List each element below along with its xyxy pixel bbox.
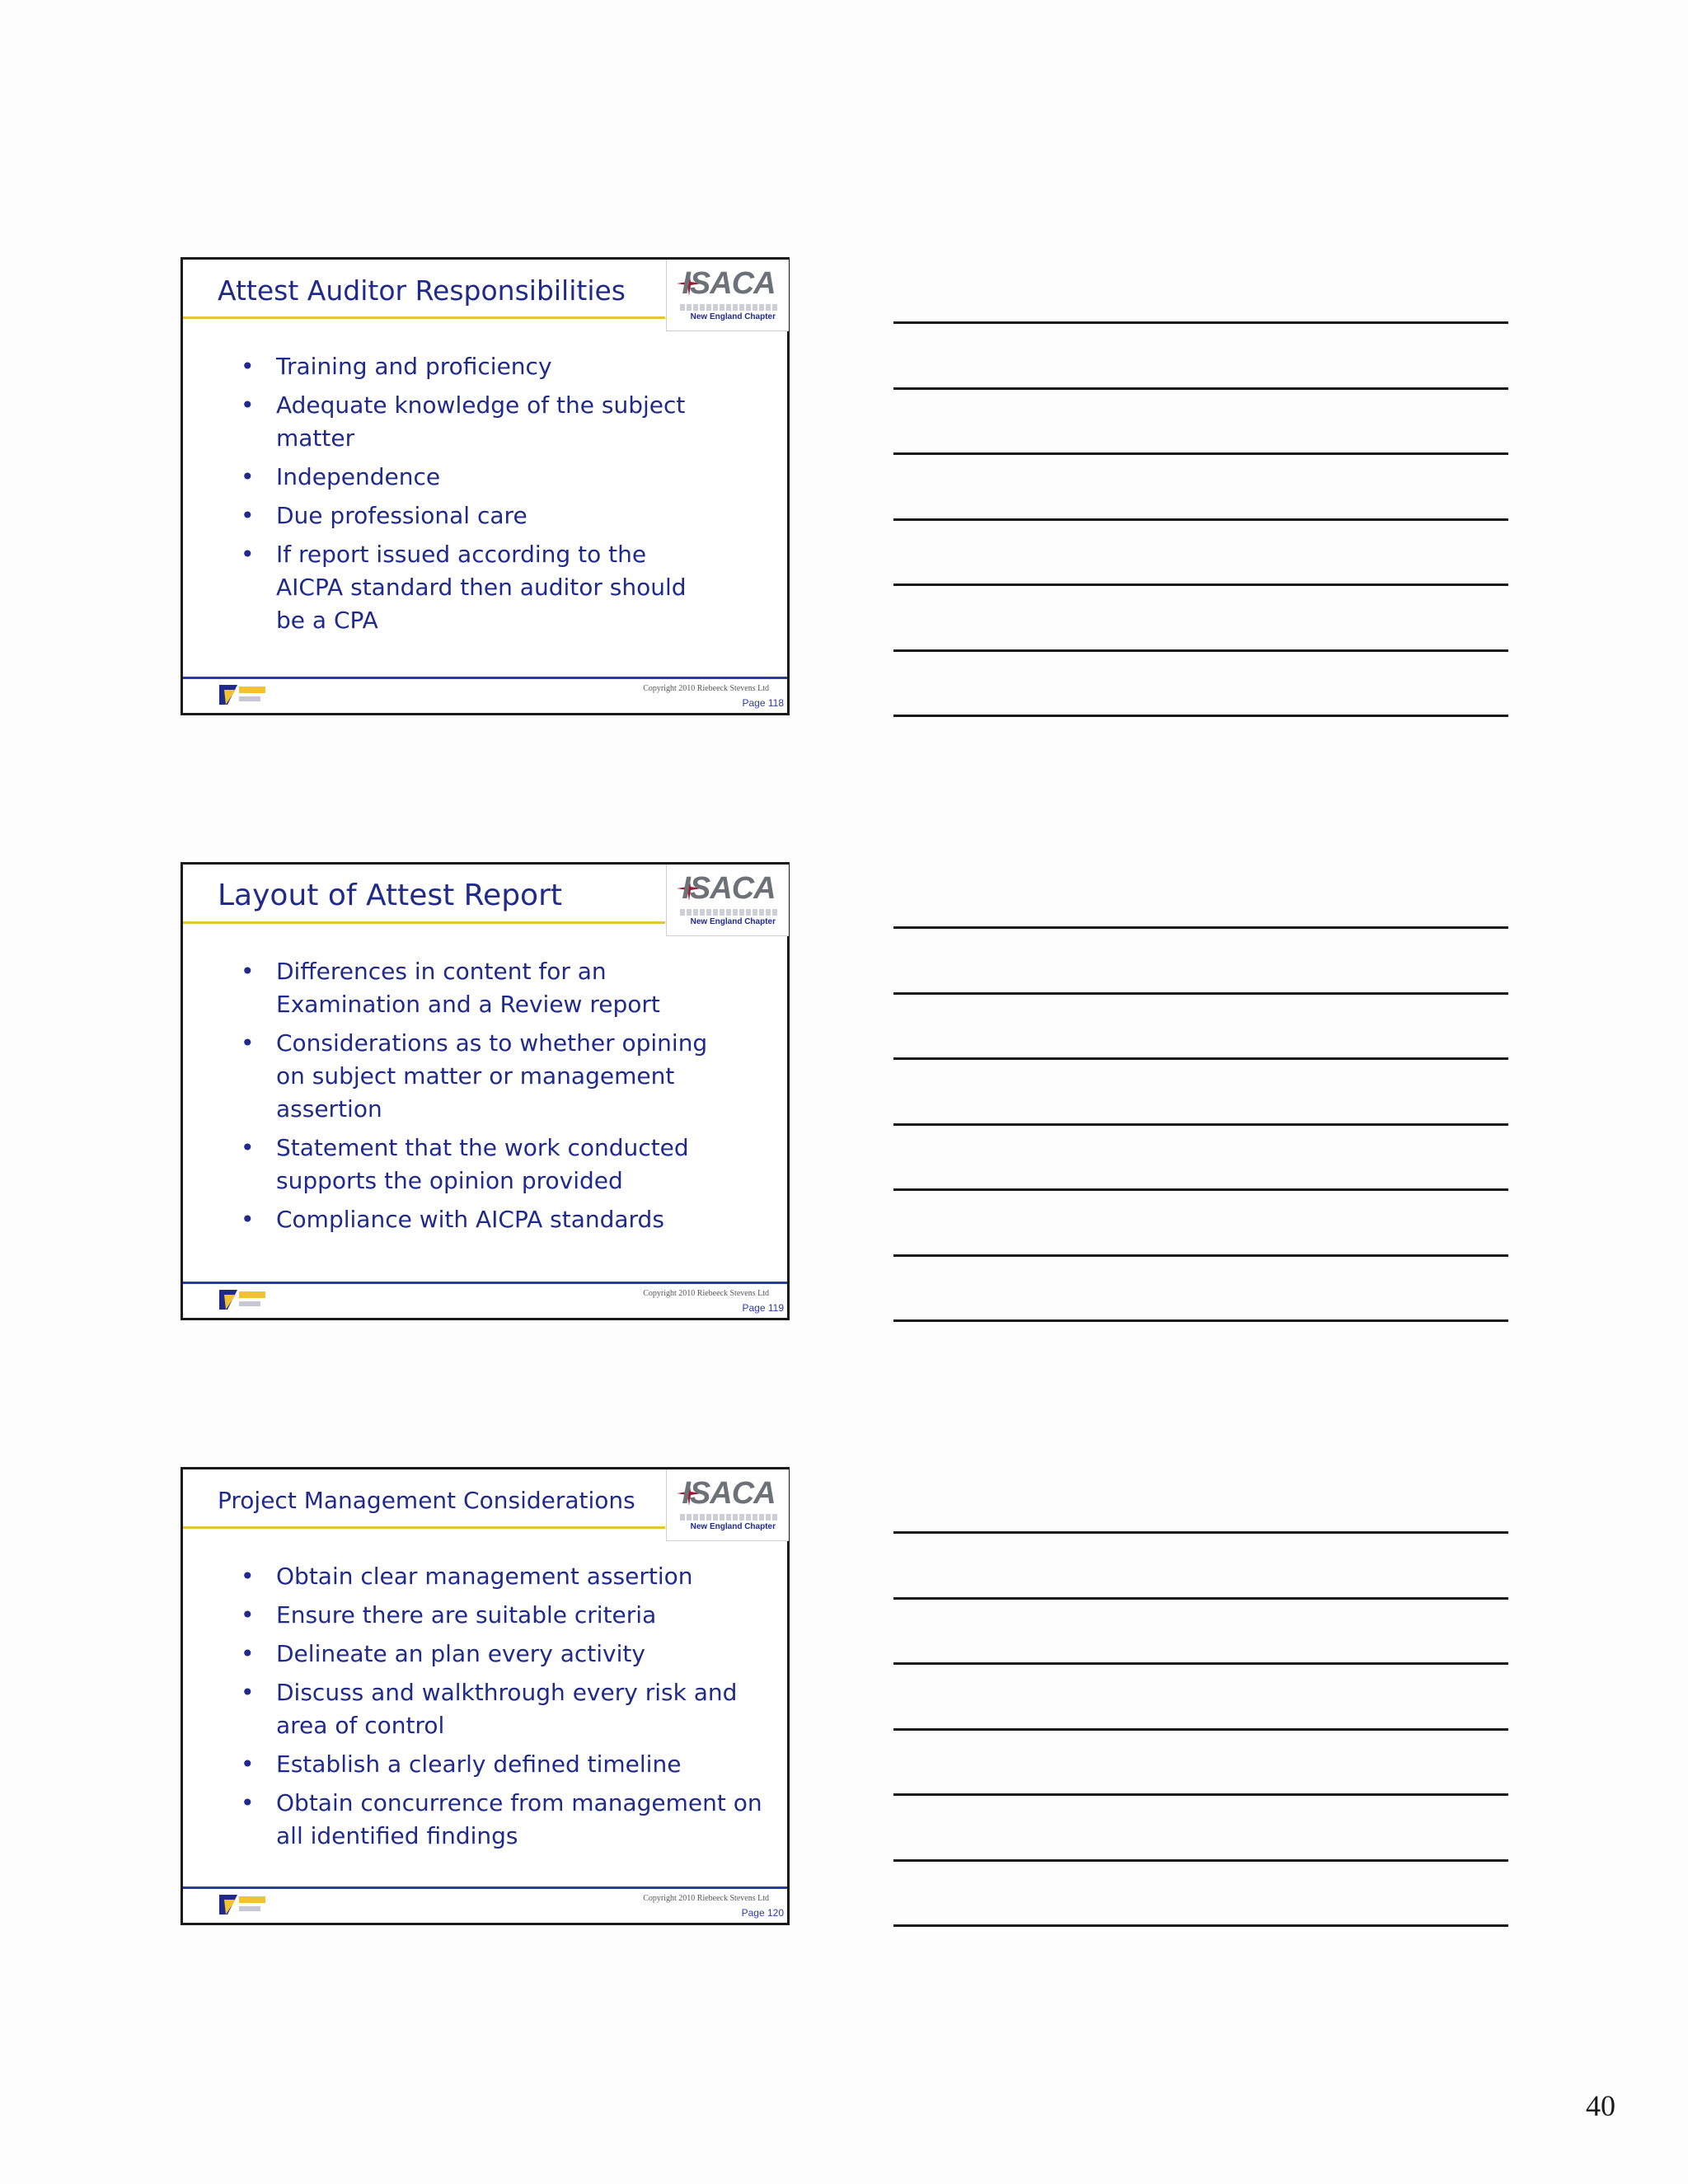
note-line [893, 1057, 1508, 1060]
note-line [893, 1597, 1508, 1600]
bullet-item: • Due professional care [241, 499, 702, 532]
title-rule [183, 921, 665, 924]
slide-title: Layout of Attest Report [218, 879, 562, 912]
bullet-list [241, 350, 702, 643]
note-line [893, 649, 1508, 652]
logo-chapter: New England Chapter [690, 1522, 776, 1531]
note-line [893, 387, 1508, 390]
slide-title: Project Management Considerations [218, 1487, 635, 1514]
note-line [893, 1531, 1508, 1534]
bullet-item: • Delineate an plan every activity [241, 1638, 768, 1671]
page-number: 40 [1586, 2089, 1615, 2122]
company-logo-icon [216, 1891, 269, 1918]
footer-rule [183, 677, 787, 679]
copyright-text: Copyright 2010 Riebeeck Stevens Ltd [643, 1289, 769, 1298]
bullet-item: • Differences in content for an Examination and a Review report [241, 955, 738, 1021]
slide-page-number: Page 119 [742, 1302, 784, 1314]
logo-tagline [680, 1514, 779, 1521]
note-line [893, 1728, 1508, 1731]
note-line [893, 1924, 1508, 1927]
bullet-list [241, 1560, 768, 1858]
note-line [893, 1793, 1508, 1796]
note-line [893, 715, 1508, 717]
logo-text: ISACA [682, 1476, 776, 1511]
note-line [893, 1123, 1508, 1126]
logo-tagline [680, 909, 779, 916]
footer-rule [183, 1282, 787, 1284]
copyright-text: Copyright 2010 Riebeeck Stevens Ltd [643, 1894, 769, 1903]
note-line [893, 321, 1508, 324]
bullet-item: • Obtain concurrence from management on all identified findings [241, 1787, 771, 1853]
note-line [893, 1859, 1508, 1862]
bullet-item: • Ensure there are suitable criteria [241, 1599, 768, 1632]
note-line [893, 992, 1508, 995]
footer-rule [183, 1886, 787, 1889]
slide-page-number: Page 118 [742, 697, 784, 709]
note-line [893, 518, 1508, 521]
slide-page-number: Page 120 [741, 1907, 784, 1919]
bullet-item: • Statement that the work conducted supports the opinion provided [241, 1132, 771, 1197]
title-rule [183, 316, 665, 319]
note-line [893, 1254, 1508, 1257]
bullet-item: • Compliance with AICPA standards [241, 1203, 768, 1236]
bullet-item: • Discuss and walkthrough every risk and area of control [241, 1676, 771, 1742]
bullet-item: • Independence [241, 461, 702, 494]
bullet-list [241, 955, 768, 1242]
bullet-item: • Adequate knowledge of the subject matter [241, 389, 702, 455]
isaca-logo [666, 260, 789, 331]
slide-119 [181, 862, 790, 1320]
company-logo-icon [216, 1286, 269, 1313]
slide-120 [181, 1467, 790, 1925]
copyright-text: Copyright 2010 Riebeeck Stevens Ltd [643, 684, 769, 693]
isaca-logo [666, 1469, 789, 1541]
note-line [893, 452, 1508, 455]
bullet-item: • If report issued according to the AICPA standard then auditor should be a CPA [241, 538, 705, 637]
slide-title: Attest Auditor Responsibilities [218, 274, 626, 307]
note-line [893, 1662, 1508, 1665]
isaca-logo [666, 865, 789, 936]
logo-text: ISACA [682, 871, 776, 906]
note-line [893, 1319, 1508, 1322]
logo-chapter: New England Chapter [690, 917, 776, 926]
title-rule [183, 1526, 665, 1529]
company-logo-icon [216, 682, 269, 708]
note-line [893, 583, 1508, 586]
bullet-item: • Establish a clearly defined timeline [241, 1748, 768, 1781]
logo-chapter: New England Chapter [690, 312, 776, 321]
bullet-item: • Training and proficiency [241, 350, 702, 383]
note-line [893, 1188, 1508, 1191]
logo-text: ISACA [682, 266, 776, 301]
bullet-item: • Obtain clear management assertion [241, 1560, 768, 1593]
logo-tagline [680, 304, 779, 311]
slide-118 [181, 257, 790, 715]
bullet-item: • Considerations as to whether opining on subject matter or management assertion [241, 1027, 738, 1126]
note-line [893, 926, 1508, 929]
